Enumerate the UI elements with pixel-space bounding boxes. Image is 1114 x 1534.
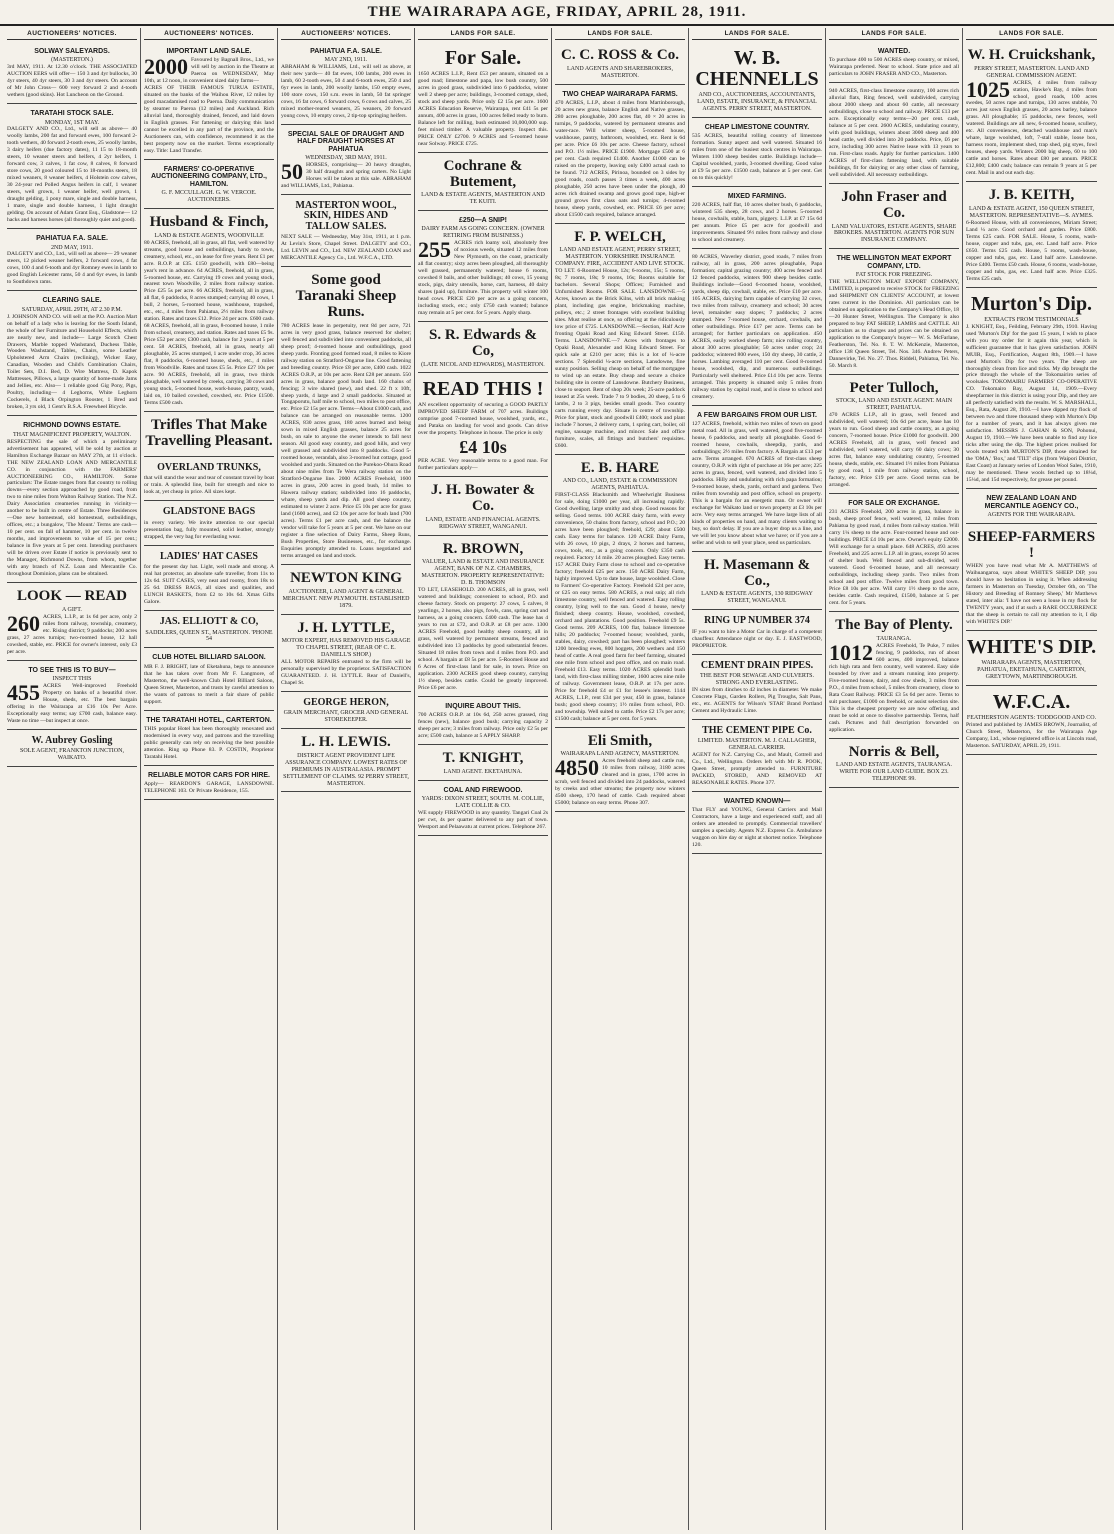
ad-subheading: (MASTERTON.): [51, 57, 93, 64]
ad-subheading: LAND & ESTATE AGENTS, MASTERTON AND TE KUITI.: [421, 192, 545, 206]
ad-heading: CLUB HOTEL BILLIARD SALOON.: [152, 654, 266, 662]
advertisement: [7, 418, 137, 583]
ad-acreage-figure: 260: [7, 610, 40, 636]
advertisement: [966, 44, 1097, 182]
ad-body: TO LET, LEASEHOLD. 200 ACRES, all in grass, well watered and buildings; convenient to school, P.O. and cheese factory. Stock on property: 27 cows, 5 calves, 8 yearlings, 2 horses, also pigs, fowls, cans, spring cart and harness, as a going concern. £400 cash. The lease has 4 years to run at £72, and O.R.P. at £8 per acre. 1300 ACRES Freehold, good healthy sheep country, all in grass, well watered by permanent streams, fenced and subdivided into 13 paddocks by good substantial fences. Situated 18 miles from town and 4 miles from P.O. and school. A bargain at £8 5s per acre. 5-Roomed House and 6 Acres of first-class land for sale, in town. Price on application. 2300 ACRES good sheep country, carrying 1½ sheep, besides cattle. Could be greatly improved. Price £6 per acre.: [418, 586, 548, 691]
ad-body: MR F. J. BRIGHT, late of Eketahuna, begs to announce that he has taken over from Mr F. Langmore, of Masterton, the well-known Club Hotel Billiard Saloon, Queen Street, Masterton, and trusts by careful attention to the wants of patrons to merit a fair share of public support.: [144, 663, 274, 705]
ad-subheading: FEATHERSTON AGENTS: TODDGOOD AND CO.: [966, 714, 1097, 721]
advertisement: [966, 633, 1097, 686]
advertisement: [281, 269, 411, 565]
ad-subheading: WEDNESDAY, 3RD MAY, 1911.: [305, 155, 387, 162]
column-heading: AUCTIONEERS' NOTICES.: [144, 28, 274, 40]
ad-heading: W. Aubrey Gosling: [31, 734, 113, 746]
ad-body: 780 ACRES lease in perpetuity, rent 8d per acre, 721 acres in very good grass, balance reserved for shelter; well fenced and subdivided into convenient paddocks, all sheep proof; 4-roomed house and outbuildings, good sheep yards. Fronting good formed road, 8 miles to Kiore railway station on Stratford-Ongarue line. Good fattening and breeding country. Price £8 per acre, £400 cash. 1022 ACRES O.R.P., at 10s per acre. Rent £28 per annum. 550 acres in grass, balance good bush land. 160 chains of fencing; 3 wire shared (new), and shed. 22 ft x 10ft, sheep yards, 4 large and 2 small paddocks. Situated at Tongaporutu, half mile to school, two miles to post office, etc. Price £2 15s per acre. Terms—About £1000 cash, and balance can be arranged on reasonable terms. 1200 ACRES, 830 acres grass, 180 acres burned and being sown in mixed English grasses, balance 25 acres for bush, on sale to anyone the owner intends to fall next season. All good easy country, and good hills, and very well grassed and subdivided into 8 paddocks. Good 5-roomed house, verandah, also 3-roomed hut cottage, good woolshed and yards. Situated on the Purekoo-Ohura Road about nine miles from Te Wera railway station on the Stratford-Ongarue line. 2000 ACRES Freehold, 1600 acres in grass, 200 acres in good bush, 14 miles to Hawera railway station; subdivided into 16 paddocks, whare, sheep yards and dip. All good sheep country, estimated to winter 2 acre. Price £5 10s per acre for grass land (1600 acres), and £2 10s per acre for bush land (700 acres). Terms £1 per acre cash, and the balance the vendor will take for 5 years at 5 per cent. We have on our register a fine selection of Dairy Farms, Sheep Runs, Bush Properties, Store Businesses, etc., for exchange. Enquiries promptly attended to. Loans negotiated and terms arranged on land and stock.: [281, 322, 412, 560]
advertisement: [966, 688, 1097, 755]
ad-heading: THE TARATAHI HOTEL, CARTERTON.: [146, 716, 272, 724]
ad-heading: CHEAP LIMESTONE COUNTRY.: [704, 123, 810, 131]
ad-subheading: LAND & ESTATE AGENT, 150 QUEEN STREET, MASTERTON. REPRESENTATIVE—S. AYMES.: [969, 206, 1094, 219]
ad-subheading: YARDS: DIXON STREET, SOUTH. M. COLLIE, LATE COLLIE & CO.: [421, 795, 545, 809]
ad-subheading: G. F. MCCULLAGH. G. W. VERCOE. AUCTIONEERS.: [161, 190, 257, 204]
ad-heading: J. H. Bowater & Co.: [430, 482, 536, 515]
ad-heading: Cochrane & Butement,: [443, 157, 523, 190]
ad-subheading: DAIRY FARM AS GOING CONCERN. (OWNER RETIRING FROM BUSINESS.): [421, 226, 545, 240]
ad-heading: W. B. CHENNELLS: [695, 47, 819, 90]
advertisement: [829, 44, 959, 83]
ad-heading: WHITE'S DIP.: [966, 636, 1097, 659]
ad-body: ACRES rich loamy soil, absolutely free of noxious weeds, situated 12 miles from New Plymouth, on the coast, practically all flat country; sixty acres been ploughed, all thoroughly well grassed, permanently watered; house 6 rooms, cowshed 8 bails, and other buildings; 40 cows, 15 young stock, pigs, dairy utensils, horse, cart, harness, 40 dairy shares (paid up), furniture. This property will winter 100 head cows. PRICE £20 per acre as a going concern, including stock, etc.; only £750 cash wanted; balance may remain at 5 per cent. for 5 years. Apply sharp.: [418, 240, 548, 317]
ad-heading: JAS. ELLIOTT & CO,: [159, 616, 259, 628]
ad-heading: John Fraser and Co.: [841, 189, 947, 221]
ad-subheading: SOLE AGENT, FRANKTON JUNCTION, WAIKATO.: [20, 748, 124, 762]
ad-subheading: LAND VALUATORS, ESTATE AGENTS, SHARE BROKERS. MASTERTON. AGENTS FOR SUN INSURANCE COMPANY.: [831, 223, 957, 244]
advertisement: [418, 479, 548, 535]
ad-body: DALGETY and CO., Ltd., will sell as above— 29 weaner steers, 12 picked weaner heifers, 2 forward cows, 4 fat cows, 100 4 and 6-tooth and 4yr Romney ewes in lamb to good English Leicester rams, 50 4 and 6yr ewes, in lamb to Southdown rams.: [7, 251, 137, 286]
advertisement: [144, 211, 274, 412]
advertisement: [144, 548, 274, 611]
ad-body: 220 ACRES, half flat, 10 acres shelter bush, 6 paddocks, wintered 535 sheep, 28 cows, and 2 horses. 5-roomed house, cowbails, stable, barn, piggery. L.I.P. at £7 15s 6d per annum. Price £5 per acre for goodwill and improvements. Situated 9½ miles from railway and close to school and creamery.: [692, 202, 822, 244]
advertisement: [418, 783, 548, 836]
ad-heading: For Sale.: [444, 47, 522, 69]
ad-heading: NEW ZEALAND LOAN AND MERCANTILE AGENCY CO.,: [984, 495, 1079, 510]
advertisement: [692, 554, 822, 610]
ad-heading: THE CEMENT PIPE Co.: [702, 724, 812, 736]
advertisement: [7, 663, 137, 730]
ad-heading: S. R. Edwards & Co,: [429, 327, 537, 359]
ad-heading: RING UP NUMBER 374: [704, 615, 810, 627]
ad-acreage-figure: 1012: [829, 639, 873, 665]
advertisement: [144, 650, 274, 710]
advertisement: [281, 127, 411, 195]
ad-heading: Husband & Finch,: [149, 213, 269, 230]
ad-heading: J. B. KEITH,: [988, 187, 1075, 204]
columns-container: [4, 28, 1110, 1530]
ad-heading: CEMENT DRAIN PIPES.: [700, 659, 814, 671]
ad-subheading: AND CO., LAND, ESTATE & COMMISSION AGENTS, PAHIATUA.: [562, 478, 678, 492]
ad-heading: F. P. WELCH,: [574, 228, 666, 245]
column-heading: AUCTIONEERS' NOTICES.: [7, 28, 137, 40]
ad-body: 1650 ACRES L.I.P., Rent £53 per annum, situated on a good road; limestone and papa, low bush country, 500 acres in good grass, subdivided into 6 paddocks, winter well 2 sheep per acre; buildings, 3-roomed cottage, shed, stock and sheep yards. Price only £2 15s per acre. 1600 ACRES Education Reserve, Wairarapa, rent £41 5s per annum, 400 acres in grass, 100 acres felled ready to burn. Balance left for milling, bush estimated 10,000,000 sup. feet mixed timber. A valuable property. Inspect this. PRICE ONLY £2700. 9 ACRES and 5-roomed house near Solway. PRICE £725.: [418, 71, 548, 147]
ad-acreage-figure: 455: [7, 680, 40, 706]
ad-subheading: LIMITED. MASTERTON. M. J. CALLAGHER, GENERAL CARRIER.: [697, 738, 817, 752]
ad-heading: Norris & Bell,: [848, 743, 940, 760]
advertisement: [144, 414, 274, 457]
ad-body-continued: ACRES OF THEIR FAMOUS TURUA ESTATE, situated on the banks of the Waihou River, 12 miles by good macadamised road to Paeroa. Daily communication by steamer to Paeroa (12 miles) and Auckland. Rich alluvial land, thoroughly drained, fenced, and laid down in English grasses. For fattening or dairying this land cannot be excelled in any part of the province, and the Auctioneers can, with confidence, recommend it as the best property now on the market. Terms exceptionally easy. Title: Land Transfer.: [144, 85, 274, 155]
ad-subheading: SATURDAY, APRIL 29TH, AT 2.30 P.M.: [21, 306, 123, 313]
ad-body: That FLY and YOUNG, General Carriers and Mail Contractors, have a large and experienced staff, and all orders are attended to promptly. Commercial travellers' samples a specialty. Agents N.Z. Express Co. Ambulance waggon on hire day or night at shortest notice. Telephone 120.: [692, 807, 822, 849]
ad-subheading: WAIRARAPA AGENTS, MASTERTON, PAHIATUA, EKETAHUNA, CARTERTON, GREYTOWN, MARTINBOROUGH.: [977, 660, 1086, 680]
column-8: [963, 28, 1100, 1530]
ad-subheading: (LATE NICOL AND EDWARDS), MASTERTON.: [421, 361, 545, 368]
ad-subheading: MONDAY, 1ST MAY.: [44, 119, 100, 126]
ad-subheading: AGENTS FOR THE WAIRARAPA.: [987, 511, 1076, 518]
ad-subheading: GRAIN MERCHANT, GROCER AND GENERAL STOREKEEPER.: [283, 710, 409, 724]
ad-body: DALGETY AND CO., Ltd., will sell as above— 40 woolly lambs, 200 fat and forward ewes, 100 forward 2-tooth wethers, 40 forward 2-tooth ewes, 25 woolly lambs, 3 dairy heifers (due factory dates), 11 15 to 18-month steers, 10 weaner steers and heifers, 4 2yr heifers, 1 forward cow, 3 calves, 1 fat cow, 8 calves, 8 forward store cows, 20 good coloured 15 to 18-months steers, 18 mixed weaners, 8 weaner heifers, 4 Holstein cow calves, 30 24-year red Polled Angus heifers in calf, 1 weaner steers, well grown, 1 weaner heifer, well grown, 1 draught gelding, 1 pony mare, single and double harness, 1 mare, single and double harness, 1 light draught gelding. On account of Adam Grant Esq., Gladstone— 12 hacks and harness horses (all thoroughly quiet and good).: [7, 126, 137, 224]
advertisement: [7, 231, 137, 291]
advertisement: [692, 408, 822, 552]
advertisement: [966, 526, 1097, 631]
column-heading: LANDS FOR SALE.: [418, 28, 548, 40]
ad-heading: L. H. LEWIS.: [301, 734, 391, 751]
ad-subheading: LAND AND ESTATE AGENT, PERRY STREET, MASTERTON. YORKSHIRE INSURANCE COMPANY. FIRE, ACCIDENT AND LIVE STOCK.: [555, 247, 685, 268]
ad-subheading: INSPECT THIS: [52, 676, 92, 683]
ad-body: TO LET. 6-Roomed House, 12s; 6-rooms, 15s; 5 rooms, 8s; 7 rooms, 18s; 9 rooms, 16s; Rooms suitable for bachelors. Several Shops; Offices; Furnished and Unfurnished Rooms. FOR SALE. LANSDOWNE.—5 Acres, known as the Brick Kilns, with all brick making plant, including gas engine, brickmaking machine, pulleys, etc.; 2 street frontages with excellent building sites. Must realise at once, so offering at the ridiculously low price of £725. LANSDOWNE.—Section, Half Acre fronting Opaki Road and King Edward Street. £150. Terms. LANSDOWNE.—7 Acres with frontages to Opaki Road, Alexander and King Edward Street. For quick sale at £210 per acre; this is a lot of ¼-acre sections. 7 Splendid ¼-acre sections, Lansdowne, fine sunny position. Selling cheap on behalf of the mortgagee to wind up an estate. Buy cheap and secure a choice building site in centre of Lansdowne. Butchery Business, close to seaport. Rent of shop 20s week; 25-acre paddock leased at 25s week. Trade 7 to 9 bodies, 20 sheep, 5 to 6 lambs, 2 to 3 pigs, besides small goods. Two country carts running every day. Situate in centre of township. Price for plant, stock and goodwill £400; stock and plant include 7 horses, 2 delivery carts, 1 spring cart, boiler, oil engine, sausage machine, and mincer. Sale and office furniture, scales, all fittings and butchers' requisites. £600.: [555, 268, 685, 449]
advertisement: [829, 377, 959, 494]
advertisement: [692, 657, 822, 720]
advertisement: [692, 120, 822, 187]
ad-acreage-figure: 2000: [144, 54, 188, 80]
ad-subheading: A GIFT.: [62, 607, 82, 614]
ad-subheading: AND CO., AUCTIONEERS, ACCOUNTANTS, LAND, ESTATE, INSURANCE, & FINANCIAL AGENTS. PERRY STREET, MASTERTON.: [697, 92, 817, 112]
advertisement: [829, 186, 959, 249]
ad-body: Apply— REARDON'S GARAGE, LANSDOWNE. TELEPHONE 103. Or Private Residence, 155.: [144, 781, 274, 795]
column-5: [552, 28, 689, 1530]
ad-heading: RICHMOND DOWNS ESTATE.: [23, 422, 121, 430]
ad-body: J. JOHNSON AND CO. will sell at the P.O. Auction Mart on behalf of a lady who is leaving for the South Island, the whole of her Furniture and Household Effects, which are nearly new, and include— Large Scotch Chest Drawers, Marble topped Washstand, Duchess Table, Wooden Washstand, Tables, Chairs, some Leather Upholstered Arm Chairs (reclining), Wicker Easy, Canadian, Wooden and Child's Combination Chairs, Toilet Sets, D.I. Bed, D. Wire Mattress, D. Kapok Mattresses, Pillows, a large quantity of home-made Jams and Jellies, etc. Also— 1 reliable good Gig Pony, Pigs, Poultry, including— 4 Leghorns, White Leghorn Cockerels, 4 Black Orpington Rooster, 1 Bred and broken, 3 yrs old, 1 Gent's B.S.A. Freewheel Bicycle.: [7, 313, 137, 411]
advertisement: [418, 213, 548, 322]
ad-heading: Murton's Dip.: [970, 292, 1093, 315]
ad-body: 80 ACRES, freehold, all in grass, all flat, well watered by streams, good house and outbuildings, handy to town, creamery, school, etc., on lease for five years. Rent £1 per acre. R.O.P. at £35. £150 goodwill, with £80—being year's rent in advance. 64 ACRES, freehold, all in grass, 5-roomed house, etc. Carrying 19 cows and young stock, nearest town Woodville, 2 miles from railway station. Price £25 5s per acre. 66 ACRES, freehold, all in grass, all flat, 6 paddocks, 8 acres stumped; carrying 40 cows, 1 bull, 2 horses, 5-roomed house, washhouse, trapshed, etc., etc., 4 miles from Pahiatua, 2½ miles from railway station. Rates and taxes £12. Price 24 per acre. £600 cash. 68 ACRES, freehold, all in grass, 8-roomed house, 1 mile from school, creamery, and station. Rates and taxes £5 9s. Price £52 per acre; £300 cash, balance for 2 years at 5 per cent. 58 ACRES, freehold, all in grass, nearly all ploughable, 25 acres stumped, 1 acre under crop, 36 acres flat, 8 paddocks, 6-roomed house, sheds, etc., 4 miles from Woodville. Rates and taxes £5 5s. Price £27 10s per acre. 90 ACRES, freehold, all in grass, two thirds ploughable, well watered by creeks, carrying 30 cows and young stock, 5-roomed house, work-house, pantry, wash, laid on, 10 bailed cowshed, cowshed, etc. Price £1500. Terms £500 cash.: [144, 239, 274, 407]
ad-heading: PAHIATUA F.A. SALE.: [36, 235, 108, 243]
advertisement: [692, 722, 822, 792]
ad-subheading: LAND AGENTS AND SHAREBROKERS, MASTERTON.: [566, 65, 673, 79]
ad-subheading: THE BEST FOR SEWAGE AND CULVERTS. STRONG AND EVERLASTING.: [700, 673, 814, 687]
advertisement: [144, 503, 274, 545]
column-heading: LANDS FOR SALE.: [829, 28, 959, 40]
ad-price: £4 10s: [459, 437, 507, 458]
ad-body: THIS popular Hotel has been thoroughly renovated and modernised in every way, and patrons and the travelling public generally can rely on receiving the best possible attention. Ring up Phone 83. P. COSTIN, Proprietor Taratahi Hotel.: [144, 725, 274, 760]
ad-heading: TWO CHEAP WAIRARAPA FARMS.: [562, 90, 678, 98]
advertisement: [966, 491, 1097, 524]
ad-heading: MIXED FARMING.: [727, 192, 787, 200]
ad-subheading: LAND, ESTATE AND FINANCIAL AGENTS. RIDGWAY STREET, WANGANUI.: [425, 516, 541, 530]
advertisement: [418, 155, 548, 211]
ad-body: AN excellent opportunity of securing a GOOD PARTLY IMPROVED SHEEP FARM of 707 acres. Buildings comprise good 7-roomed house, woolshed, yards, etc., and Pataka on landing for wool and goods. Can drive over the property. Telephone in house. The price is only: [418, 402, 548, 437]
ad-heading: C. C. ROSS & Co.: [561, 47, 679, 63]
column-4: [415, 28, 552, 1530]
advertisement: [966, 290, 1097, 490]
ad-body: 470 ACRES L.I.P., all in grass, well fenced and subdivided, well watered; 10s 6d per acre, lease has 10 years to run. Good sheep and cattle country, as a going concern, 7-roomed house. Price £1000 for goodwill. 200 ACRES Freehold, all in grass, well fenced and subdivided, well watered, will carry 60 dairy cows; 30 acres flat, balance easy undulating country, 5-roomed house, sheds, stable, etc. Situated 1½ miles from Pahiatua by good road, 1 mile from railway station, school, factory, etc. Price £19 per acre. Good terms can be arranged.: [829, 412, 959, 489]
ad-heading: The Bay of Plenty.: [835, 617, 953, 634]
ad-heading: OVERLAND TRUNKS,: [157, 461, 261, 473]
advertisement: [555, 44, 685, 85]
ad-heading: J. H. LYTTLE,: [297, 619, 395, 636]
ad-heading: R. BROWN,: [442, 540, 524, 557]
advertisement: [829, 496, 959, 612]
advertisement: [829, 251, 959, 374]
ad-heading: Peter Tulloch,: [849, 379, 939, 396]
ad-heading: CLEARING SALE.: [42, 297, 102, 305]
ad-heading: T. KNIGHT,: [442, 749, 524, 766]
ad-heading: RELIABLE MOTOR CARS FOR HIRE.: [148, 771, 270, 779]
ad-subheading: SADDLERS, QUEEN ST., MASTERTON. 'PHONE 54: [145, 629, 273, 643]
advertisement: [7, 732, 137, 767]
advertisement: [418, 44, 548, 153]
ad-body: HORSES, comprising— 20 heavy draughts, 30 half draughts and spring carters. No Light Horses will be taken at this sale. ABRAHAM and WILLIAMS, Ltd., Pahiatua.: [281, 162, 411, 189]
ad-body: Favoured by Bagnall Bros., Ltd., we will sell by auction in the Theatre at Paeroa on WEDNESDAY, May 10th, at 12 noon, in convenient sized dairy farms—: [144, 57, 274, 85]
ad-body: RESPECTING the sale of which a preliminary advertisement has appeared, will be sold by auction at Hamilton Exchange Bazaar on MAY 27th, at 11 o'clock. THE NEW ZEALAND LOAN AND MERCANTILE CO. in conjunction with the FARMERS' AUCTIONEERING CO., HAMILTON. Some particulars: The Estate ranges from flat country to rolling downs—every section approached by good road, from two to nine miles from Walton Railway Station. The N.Z. Dairy Association creameries running in vicinity—another to be built in centre of Estate. Three Residences —One new homestead, old homestead, outbuildings, offices, etc.; a bungalow, 'The Mount.' Terms are cash—10 per cent. on fall of hammer, 10 per cent. in twelve months, and improvements to value of 15 per cent.; balance in five years at 5 per cent. Intending purchasers will be driven over Estate if notice is previously sent to the Manager, Richmond Downs, from whom, together with any branch of N.Z. Loan and Mercantile Co. throughout Dominion, plans can be obtained.: [7, 438, 137, 578]
advertisement: [418, 699, 548, 745]
ad-body: 80 ACRES, Waverley district, good roads, 7 miles from railway, all in grass, 200 acres ploughable, Papa formation; capital grazing country; 400 acres fenced and 12 fenced paddocks, winters 900 sheep besides cattle. Buildings include—Good 6-roomed house, woolshed, yards, sheep dip, cowbail, stable, etc. Price £10 per acre. 105 ACRES, dairying farm capable of carrying 32 cows, two miles from railway, creamery and school; 30 acres level, remainder easy slopes; 7 paddocks; 2 acres stumped. New 7-roomed house, orchard, cowbails, and other outbuildings. Price £17 per acre. Terms can be arranged; for further particulars on application. 450 ACRES, easily worked sheep farm; nice rolling country, about 300 acres ploughable; 50 acres under crop; 24 paddocks; wintered 800 ewes, 150 dry sheep, 30 cattle, 2 horses. Lambing averaged 110 per cent. Good 8-roomed house, woolshed, dip, and numerous outbuildings. Particularly well sheltered. Price £14 10s per acre. Terms arranged. This property is situated only 5 miles from railway station by capital road, and is close to school and creamery.: [692, 254, 822, 400]
advertisement: [418, 375, 548, 477]
ad-body: ABRAHAM & WILLIAMS, Ltd., will sell as above, at their new yards— 40 fat ewes, 100 lambs, 200 ewes in lamb, 60 2-tooth ewes, 50 4 and 6-tooth ewes, 250 4 and 6yr ewes in lamb, 200 woolly lambs, 150 empty ewes, 100 store cows, 150 s.m. ewes in lamb, 50 fat springer cows, 16 fat cows, 6 forward cows, 6 cows and calves, 25 mixed mother-reared weaners, 25 weaners, 20 forward young cows, 10 empty cows, 2 tip-top springing heifers.: [281, 64, 411, 120]
column-heading: LANDS FOR SALE.: [692, 28, 822, 40]
ad-subheading: PERRY STREET, MASTERTON. LAND AND GENERAL COMMISSION AGENT.: [974, 65, 1089, 79]
advertisement: [281, 617, 411, 692]
advertisement: [281, 197, 411, 267]
advertisement: [144, 459, 274, 501]
ad-heading: A FEW BARGAINS FROM OUR LIST.: [697, 411, 817, 419]
ad-acreage-figure: 255: [418, 237, 451, 263]
ad-heading: THE WELLINGTON MEAT EXPORT COMPANY, LTD.: [836, 255, 952, 270]
ad-heading: Eli Smith,: [587, 732, 653, 749]
ad-subheading: FAT STOCK FOR FREEZING.: [855, 271, 933, 278]
ad-heading: LADIES' HAT CASES: [160, 550, 258, 562]
column-heading: LANDS FOR SALE.: [555, 28, 685, 40]
ad-subheading: LAND AND ESTATE AGENTS, TAURANGA. WRITE FOR OUR LAND GUIDE. BOX 23. TELEPHONE 99.: [836, 762, 952, 783]
ad-body-continued: PER ACRE. Very reasonable terms to a good man. For further particulars apply—: [418, 458, 548, 472]
advertisement: [829, 614, 959, 738]
ad-body: 127 ACRES, freehold, within two miles of town on good metal road. All in grass, well watered, good five-roomed house, 6 paddocks, and nearly all ploughable. Good 6-roomed house, cowbails, sheepdip, yards, and outbuildings; 2½ miles from factory. A Bargain at £13 per acre. Terms arranged. 670 ACRES of first-class sheep country, O.R.P. with right of purchase at 16s per acre; 225 acres in grass, fenced, well watered, and divided into 5 paddocks. Hilly and undulating with rich papa formation; 9-roomed house, sheds, yards, orchard and gardens. Two miles from township and post office, school on property. This is a bargain for an energetic man. Or owner will exchange for Waikato land or town property at £3 10s per acre. Very easy terms arranged. We have large lists of all kinds of properties on hand, and many clients waiting to buy, so don't delay. If you are a buyer drop us a line, and we will let you know about what we have; or if you are a seller and wish to sell your place, send us particulars.: [692, 421, 822, 546]
advertisement: [144, 162, 274, 209]
ad-subheading: MOTOR EXPERT, HAS REMOVED HIS GARAGE TO CHAPEL STREET, (REAR OF C. E. DANIELL'S SHOP.): [281, 638, 411, 659]
ad-acreage-figure: 1025: [966, 76, 1010, 102]
ad-heading: NEWTON KING: [290, 570, 402, 587]
ad-heading: £250—A SNIP!: [459, 217, 507, 225]
ad-heading: W. H. Cruickshank,: [967, 47, 1096, 63]
ad-heading: Some good Taranaki Sheep Runs.: [295, 272, 397, 320]
column-6: [689, 28, 826, 1530]
advertisement: [692, 612, 822, 654]
ad-subheading: LAND AGENT. EKETAHUNA.: [443, 768, 523, 775]
advertisement: [418, 324, 548, 373]
ad-subheading: THAT MAGNIFICENT PROPERTY, WALTON.: [12, 431, 132, 438]
advertisement: [555, 87, 685, 224]
ad-body: NEXT SALE — Wednesday, May 31st, 1911, at 1 p.m. At Levin's Store, Chapel Street. DALGETY and CO., Ltd. LEVIN and CO., Ltd. NEW ZEALAND LOAN and MERCANTILE Agency Co., Ltd. W.F.C.A., LTD.: [281, 234, 411, 262]
advertisement: [692, 189, 822, 249]
ad-body: 940 ACRES, first-class limestone country, 100 acres rich alluvial flats, Ring fenced, well subdivided, carrying about 2000 sheep and about 60 cattle, all necessary outbuildings, close to school and railway. PRICE £13 per acre. Exceptionally easy terms—20 per cent. cash, balance at 5 per cent. 2600 ACRES, undulating country, with good buildings, winters about 3000 sheep and 400 head cattle, well divided into 20 paddocks. Price, £6 per acre, including 300 acres Native lease with 13 years to run. First-class roads. Apply for further particulars. 1400 ACRES of first-class fattening land, with suitable buildings, fit for dairying or any other class of farming, well subdivided. All necessary outbuildings.: [829, 88, 959, 179]
ad-body: 700 ACRES O.R.P. at 10s 6d, 250 acres grassed, ring fences (new), balance good bush; carrying capacity 2 sheep per acre; 3 miles from railway. Price only £2 5s per acre; £500 cash, balance at 5 APPLY SHARP.: [418, 712, 548, 739]
advertisement: [144, 44, 274, 160]
ad-body: WHEN you have read what Mr A. MATTHEWS of Waihuangaroa, says about WHITE'S SHEEP DIP, you should have no hesitation in using it. When addressing farmers in Masterton on Tuesday, October 6th, on 'The History and Breeding of Romney Sheep,' Mr Matthews stated, inter alia: 'I have not seen a louse in my flock for TWENTY years, and if at such a RARE OCCURRENCE that the sheep is certain to call my attention to it, I dip with WHITE'S DIP.': [966, 563, 1097, 626]
advertisement: [281, 44, 411, 125]
ad-acreage-figure: 50: [281, 159, 303, 185]
ad-body: FIRST-CLASS Blacksmith and Wheelwright Business for sale, doing £1000 per year, all increasing rapidly. Good dwelling, large smithy and shop. Good reasons for selling. Good terms. 100 ACRE dairy farm, with every convenience, 50 chains from factory, school and P.O.; 20 acres have been ploughed; freehold, £29; about £500 cash. Easy terms for balance. 120 ACRE Dairy Farm, with 26 cows, 10 pigs, 2 drays, 2 horses and harness, cows, tools, etc., as a going concern. Only £350 cash required. Factory 14 mile. 20 acres ploughed. Easy terms. 157 ACRE Dairy Farm close to school and co-operative factory; freehold £25 per acre. 150 ACRE Dairy Farm, highly improved. Up to date house, large woolshed. Close to Farmers' Co-operative Factory. Freehold £24 per acre, or £25 on easy terms. 580 ACRES, a real snip; all rich limestone country, well fenced and watered. Easy rolling country, lying well to the sun. Good 4 house, newly finished; sheep country. House, woolshed, cowshed, orchard and plantations. Good position. Freehold £9 5s. Good terms. 209 ACRES, 100 flat, balance limestone hills; 20 paddocks; 7-roomed house; woolshed, yards, stables, dairy, cowshed; part has been ploughed; winters 1200 breeding ewes, 800 hoggets, 200 wethers and 150 head of cattle. A real good farm for beef farming, situated one mile from school and post office, and on main road. Freehold £13. Easy terms. 1020 ACRES splendid bush land, with first-class milling timber, 1600 acres nine mile of railway. Government lease, O.R.P. at 17s per acre. Price for freehold £4 or £1 for lessee's interest. 1144 ACRES, L.I.P., rent £34 per year, 450 in grass, balance bush; good sheep country; 1½ miles from school, P.O. and township. Well suited to cattle. Price £2 17s per acre; £1500 cash; balance at 5 per cent. for 5 years.: [555, 492, 685, 722]
ad-body: 470 ACRES, L.I.P., about 4 miles from Martinborough, 20 acres new grass, balance English and Native grasses, 280 acres ploughable, 200 acres flat, 40 × 20 acres in turnips, 9 paddocks, watered by permanent streams and water-race. Will winter sheep, 5-roomed house, washhouse, pantry, bathroom, woolshed, etc. Rent is 6d per acre. Price £6 10s per acre. Cheese factory, school and P.O. 1½ miles. PRICE £1900. Mortgage £500 at 6 per cent. Cash required £1400. Another £1000 can be raised on the property, leaving only £400 actual cash to be found. 712 ACRES, Pirinoa, bounded on 3 sides by good roads, coach passes 3 times a week, 400 acres ploughable, 250 acres have been under the plough, 40 acres rich drained swamp and grows good rape, high-er ground grows first class oats and turnips; 4-roomed house, sheep yards, cowshed, etc. PRICE £6 per acre; about £1500 cash required, balance arranged.: [555, 99, 685, 218]
ad-heading: FARMERS' CO-OPERATIVE AUCTIONEERING COMPANY, LTD., HAMILTON.: [150, 166, 268, 188]
advertisement: [555, 226, 685, 455]
advertisement: [7, 585, 137, 661]
ad-heading: INQUIRE ABOUT THIS.: [445, 702, 521, 710]
ad-heading: SOLWAY SALEYARDS.: [34, 48, 110, 55]
ad-subheading: WAIRARAPA LAND AGENCY, MASTERTON.: [560, 751, 680, 758]
ad-body: 231 ACRES Freehold, 200 acres in grass, balance in bush, sheep proof fence, well watered, 12 miles from Pahiatua by good road, 4 miles from railway station. Will carry 1¼ sheep to the acre. Four-roomed house and out-buildings. PRICE £4 10s per acre. Owner's equity £2000. Will exchange for a small place. 648 ACRES, 493 acres Freehold, and 225 acres L.I.P. all in grass, except 50 acres of shelter bush. Well fenced and sub-divided, well watered. Good 6-roomed house, and all necessary outbuildings, including sheep yards. Two miles from school and post office. Twelve miles from good town. Price £8 10s per acre. Will carry 1½ sheep to the acre, besides cattle. Cash required, £1500, balance at 5 per cent. for 5 years.: [829, 509, 959, 607]
advertisement: [692, 251, 822, 406]
ad-subheading: LAND & ESTATE AGENTS, 130 RIDGWAY STREET, WANGANUI.: [701, 591, 813, 605]
ad-heading: Trifles That Make Travelling Pleasant.: [145, 417, 273, 449]
ad-subheading: AUCTIONEER, LAND AGENT & GENERAL MERCHANT. NEW PLYMOUTH. ESTABLISHED 1879.: [282, 588, 410, 609]
ad-heading: FOR SALE OR EXCHANGE.: [848, 500, 940, 507]
ad-body: ACRES, L.I.P., at 1s 6d per acre, only 2 miles from railway, township, creamery, etc. Rising district; 9 paddocks; 200 acres grass, 27 acres turnips; two-roomed house, 12 hall cowshed, stable, etc. PRICE for owner's interest, only £3 per acre.: [7, 613, 137, 655]
ad-heading: READ THIS !: [422, 378, 544, 401]
advertisement: [966, 184, 1097, 287]
ad-heading: TARATAHI STOCK SALE.: [30, 110, 114, 118]
column-1: [4, 28, 141, 1530]
ad-heading: W.F.C.A.: [992, 690, 1071, 713]
ad-heading: MASTERTON WOOL, SKIN, HIDES AND TALLOW SALES.: [295, 199, 397, 232]
ad-body: WE supply FIREWOOD in any quantity. Tangari Coal 2s per cwt, 4s per quarter delivered to any part of town. Westport and Pelaawatu at current prices. Telephone 267.: [418, 809, 548, 830]
ad-body: ACRES Well-improved Freehold Property on banks of a beautiful river. House, sheds, etc. The best bargain offering in the Wairarapa at £16 10s Per Acre. Exceptionally easy terms; say £700 cash, balance easy. Waste no time —but inspect at once.: [7, 683, 137, 724]
advertisement: [555, 457, 685, 728]
ad-body: ACRES Freehold, Te Puke, 7 miles fencing, 9 paddocks, run of about 600 acres, 400 improved, balance rich high rata and fern country, well watered. Easy side bounded by river and a stream running into property. Five-roomed house, dairy, and cow sheds, 3 miles from P.O., 4 miles from school, 5 miles from creamery, close to Rata Coast Railway. PRICE £3 5s 6d per acre. Terms to suit purchaser, £1000 on freehold, or assist selection site. This is the cheapest property we are now offering, and must be sold at once to dissolve partnership. Terms, half cash. Pictures and full description forwarded on application.: [829, 642, 959, 733]
advertisement: [418, 747, 548, 781]
ad-subheading: MAY 2ND, 1911.: [324, 57, 368, 64]
ad-subheading: LAND & ESTATE AGENTS, WOODVILLE: [154, 232, 264, 239]
ad-heading: PAHIATUA F.A. SALE.: [310, 48, 382, 55]
ad-body: IF you want to hire a Motor Car in charge of a competent chauffeur. Attendance night or day. E. J. EASTWOOD, PROPRIETOR.: [692, 628, 822, 649]
advertisement: [829, 741, 959, 788]
ad-body: IN sizes from 4inches to 42 inches in diameter. We make Concrete Flags, Garden Rollers, Pig Troughs, Salt Pans, etc., etc. AGENTS for Wilson's 'STAR' Brand Portland Cement and Hydraulic Lime.: [692, 686, 822, 714]
advertisement: [144, 713, 274, 766]
ad-heading: GLADSTONE BAGS: [162, 506, 256, 518]
advertisement: [7, 293, 137, 416]
ad-body: in every variety. We invite attention to our special presentation bag, fully mounted, solid leather, strongly strapped, the very bag for everlasting wear.: [144, 519, 274, 540]
ad-body: 6-Roomed House, with all conveniences, Miriam Street; Land ¼ acre. Good orchard and garden. Price £800. Terms £25 cash. FOR SALE. House, 5 rooms, wash-house, copper and tubs, gas, etc. Land half acre. Price £650. Terms £25 cash. House, 5 rooms, wash-house, copper and tubs, gas, etc. Land half acre. Lansdowne. Price £400. Terms £50 cash. House, 6 rooms, wash-house, copper and tubs, gas, etc. Land half acre. Price £325. Terms £25 cash.: [966, 219, 1097, 282]
advertisement: [7, 44, 137, 104]
ad-heading: GEORGE HERON,: [303, 696, 389, 708]
advertisement: [418, 538, 548, 697]
ad-body: J. KNIGHT, Esq., Feilding, February 29th, 1910. Having used 'Murton's Dip' for the past 15 years, I wish to place with you my order for it again this year, which is sufficient guarantee that it has given satisfaction. JOHN MUIR, Esq., Fortification, August 8th, 1909.—I have used Murton's Dip for two years. The sheep are thoroughly clean from lice and ticks. My dip brought the price through the whole of the Tokomairiro series of woolsales. TOKOMAIRU FARMERS' CO-OPERATIVE CO. Tokomairo Bay, August 14, 1909.—Every sheepfarmer in this district is using your Dip, and they are all perfectly satisfied with the results. W. S. MARSHALL, Esq., Rata, August 28, 1910.—I have dipped my flock of between two and three thousand sheep with Murton's Dip for a number of years, and it has always given me satisfaction. MESSRS J. GAHAN & SON, Pohonui, August 19, 1910.—We have been unable to find any lice ticks after using the dip. The highest prices realised for wools treated with MURTON'S DIP, those obtained for the 'OMA,' 'Box,' and 'TILT' clips (from Waipori District, East Coast) at January series of London Wool Sales, 1910, may be mentioned. These wools fetched up to 18¼d, 15¼d, and 15d respectively, for grease per pound.: [966, 323, 1097, 484]
advertisement: [144, 768, 274, 800]
advertisement: [144, 613, 274, 648]
ad-body: Printed and published by JAMES BROWN, Journalist, of Church Street, Masterton, for the Wairarapa Age Company, Ltd., whose registered office is at Lincoln road, Masterton. SATURDAY, APRIL 29, 1911.: [966, 721, 1097, 749]
ad-heading: SHEEP-FARMERS !: [967, 528, 1096, 561]
ad-heading: WANTED KNOWN—: [723, 798, 791, 806]
advertisement: [555, 730, 685, 813]
advertisement: [281, 694, 411, 729]
ad-subheading: VALUER, LAND & ESTATE AND INSURANCE AGENT, BANK OF N.Z. CHAMBERS, MASTERTON. PROPERTY REPRESENTATIVE: D. B. THOMSON: [421, 559, 545, 587]
ad-subheading: DISTRICT AGENT PROVIDENT LIFE ASSURANCE COMPANY. LOWEST RATES OF PREMIUMS IN AUSTRALASIA. PROMPT SETTLEMENT OF CLAIMS. 92 PERRY STREET, MASTERTON.: [283, 752, 409, 787]
advertisement: [829, 85, 959, 184]
ad-subheading: 2ND MAY, 1911.: [50, 244, 94, 251]
column-heading: LANDS FOR SALE.: [966, 28, 1097, 40]
ad-heading: WANTED.: [877, 48, 911, 55]
advertisement: [692, 44, 822, 118]
ad-heading: IMPORTANT LAND SALE.: [166, 48, 252, 55]
ad-heading: TO SEE THIS IS TO BUY—: [28, 666, 116, 674]
ad-body: for the present day hat. Light, well made and strong. A real hat protector, an absolute safe traveller, from 11s to 12s 6d. SUIT CASES, very neat and roomy, from 18s to 25 6d. DRESS BAGS, all sizes and qualities, and LUNCH BASKETS, from £2 to 10s 6d. Xmas Gifts Galore.: [144, 564, 274, 606]
ad-body: that will stand the wear and tear of constant travel by boat or train. A splendid line, built for strength and nice to look at, yet cheap in price. All sizes kept.: [144, 475, 274, 496]
newspaper-title: THE WAIRARAPA AGE, FRIDAY, APRIL 28, 1911.: [367, 4, 747, 20]
ad-heading: E. B. HARE: [580, 459, 660, 476]
column-3: [278, 28, 415, 1530]
ad-heading: H. Masemann & Co.,: [703, 556, 811, 589]
ad-heading: SPECIAL SALE OF DRAUGHT AND HALF DRAUGHT HORSES AT PAHIATUA: [287, 131, 405, 153]
ad-body: Acres freehold sheep and cattle run, 10 miles from railway, 3180 acres cleared and in grass, 1700 acres in scrub, well fenced and divided into 24 paddocks, watered by creeks and other streams; the property now winters 4500 sheep, 170 head of cattle. Cash required about £5000; balance on easy terms. Phone 307.: [555, 758, 685, 807]
column-7: [826, 28, 963, 1530]
ad-subheading: TAURANGA.: [876, 635, 912, 642]
ad-body: THE WELLINGTON MEAT EXPORT COMPANY, LIMITED, is prepared to receive STOCK for FREEZING and SHIPMENT ON CLIENTS' ACCOUNT, at lowest rates current in the Dominion. All particulars can be obtained on application to the Company's Head Office, 18—20 Hunter Street, Wellington. The Company is also prepared to buy FAT SHEEP, LAMBS and CATTLE. All particulars as to charges and prices can be obtained on application to the Company's buyer— W. S. McFarlane, Featherston, Tel. No. 8. T. W. McKenzie, Masterton, office 138 Queen Street, Tel. Nos. 346. Andrew Peters, Dannevirke, Tel. No. 27. Thos. Riddell, Pahiatua, Tel. No. 50. March 8.: [829, 278, 959, 369]
ad-heading: LOOK — READ: [16, 588, 127, 605]
ad-body: 3rd MAY, 1911. At 12.30 o'clock. THE ASSOCIATED AUCTION EERS will offer— 150 3 and 4yr bullocks, 30 4yr steers, 40 4yr steers, 30 3 and 4yr steers. On account of Mr John Cross— 600 very forward 2 and 4-tooth wethers (good skins). Hot Luncheon on the Ground.: [7, 64, 137, 99]
advertisement: [281, 731, 411, 792]
masthead: [0, 0, 1114, 26]
column-heading: AUCTIONEERS' NOTICES.: [281, 28, 411, 40]
advertisement: [7, 106, 137, 229]
ad-body: To purchase 400 to 500 ACRES sheep country, or mixed, Wairarapa preferred. Near to school. State price and all particulars to JOHN FRASER AND CO., Masterton.: [829, 57, 959, 78]
column-2: [141, 28, 278, 1530]
ad-body: ACRES, 4 miles from railway station, Hawke's Bay, 4 miles from school, good roads, 100 acres swedes, 50 acres rape and turnips, 130 acres stubble, 70 acres just sown English grasses, 20 acres barley, balance grass. All ploughable; 15 paddocks, new fences, well watered. Buildings are all new, 6-roomed house, scullery, etc. All conveniences, detached washhouse and man's whare, large woolshed, loft, 7-stall stable, loose box, harness room, implement shed, trap shed, pig styes, fowl houses, sheep yards. Winters 2000 big sheep, 60 to 100 cattle and horses. Rates about £80 per annum. PRICE £12,800; £400 cash; balance can remain 9 years at 5 per cent. Mail in and out each day.: [966, 79, 1097, 177]
ad-body: AGENT for N.Z. Carrying Co., and Mault, Cottrell and Co., Ltd., Wellington. Orders left with Mr R. POOK, Queen Street, promptly attended to. FURNITURE PACKED, STORED, AND REMOVED AT REASONABLE RATES. Phone 377.: [692, 752, 822, 787]
ad-body: ALL MOTOR REPAIRS entrusted to the firm will be personally supervised by the proprietor. SATISFACTION GUARANTEED. J. H. LYTTLE. Rear of Daniell's, Chapel St.: [281, 658, 411, 686]
ad-acreage-figure: 4850: [555, 755, 599, 781]
advertisement: [692, 794, 822, 854]
ad-subheading: STOCK, LAND AND ESTATE AGENT. MAIN STREET, PAHIATUA.: [835, 398, 953, 412]
advertisement: [281, 567, 411, 614]
ad-subheading: EXTRACTS FROM TESTIMONIALS: [984, 316, 1079, 323]
ad-heading: COAL AND FIREWOOD.: [443, 786, 523, 794]
ad-body: 535 ACRES, beautiful rolling country of limestone formation. Sunny aspect and well watered. Situated 16 miles from one of the busiest stock centres in Wairarapa. Winters 1100 sheep besides cattle. Buildings include— Capital woolshed, yards, 3-roomed dwelling. Good value at £9 5s per acre. £1500 cash, balance at 5 per cent. Get on to this quickly!: [692, 133, 822, 181]
